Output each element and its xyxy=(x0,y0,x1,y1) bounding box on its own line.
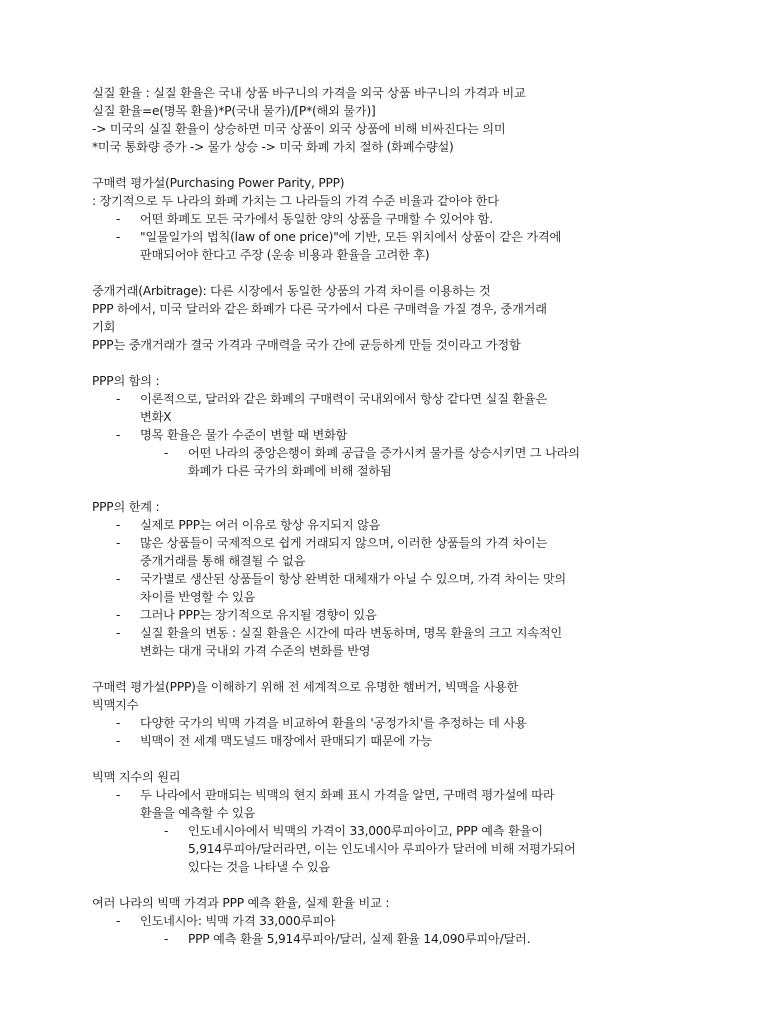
bullet-dash: - xyxy=(164,446,169,460)
list-item xyxy=(92,516,692,534)
list-item-text: 어떤 화폐도 모든 국가에서 동일한 양의 상품을 구매할 수 있어야 함. xyxy=(140,212,493,226)
bullet-dash: - xyxy=(116,392,121,406)
list-item-text: 차이를 반영할 수 있음 xyxy=(140,590,256,604)
sub-list-item xyxy=(92,930,692,948)
list-item xyxy=(92,390,692,426)
list-item-text: 변화는 대개 국내외 가격 수준의 변화를 반영 xyxy=(140,644,371,658)
bullet-dash: - xyxy=(116,428,121,442)
sub-list-item xyxy=(92,444,692,480)
list-item-text: 화폐가 다른 국가의 화폐에 비해 절하됨 xyxy=(188,464,392,478)
ppp-implications-heading: PPP의 함의 : xyxy=(92,374,160,388)
bullet-dash: - xyxy=(116,788,121,802)
list-item-text: 다양한 국가의 빅맥 가격을 비교하여 환율의 '공정가치'를 추정하는 데 사용 xyxy=(140,716,527,730)
quantity-theory-note: *미국 통화량 증가 -> 물가 상승 -> 미국 화폐 가치 절하 (화폐수량설) xyxy=(92,140,454,154)
bullet-dash: - xyxy=(116,572,121,586)
list-item-text: 두 나라에서 판매되는 빅맥의 현지 화폐 표시 가격을 알면, 구매력 평가설에 따라 xyxy=(140,788,555,802)
big-mac-principle-heading: 빅맥 지수의 원리 xyxy=(92,770,181,784)
bullet-dash: - xyxy=(116,626,121,640)
arbitrage-definition: 중개거래(Arbitrage): 다른 시장에서 동일한 상품의 가격 차이를 이용하는 것 xyxy=(92,284,491,298)
list-item-text: 중개거래를 통해 해결될 수 없음 xyxy=(140,554,306,568)
list-item xyxy=(92,210,692,228)
bullet-dash: - xyxy=(164,824,169,838)
bullet-dash: - xyxy=(116,230,121,244)
list-item-text: 인도네시아에서 빅맥의 가격이 33,000루피아이고, PPP 예측 환율이 xyxy=(188,824,543,838)
list-item xyxy=(92,606,692,624)
big-mac-index-title: 빅맥지수 xyxy=(92,698,139,712)
bullet-dash: - xyxy=(116,212,121,226)
list-item-text: 어떤 나라의 중앙은행이 화폐 공급을 증가시켜 물가를 상승시키면 그 나라의 xyxy=(188,446,580,460)
ppp-heading: 구매력 평가설(Purchasing Power Parity, PPP) xyxy=(92,176,345,190)
document-page xyxy=(92,84,692,948)
list-item xyxy=(92,714,692,732)
list-item-text: 변화X xyxy=(140,410,172,424)
bullet-dash: - xyxy=(116,608,121,622)
big-mac-intro: 구매력 평가설(PPP)을 이해하기 위해 전 세계적으로 유명한 햄버거, 빅맥을 사용한 xyxy=(92,680,519,694)
list-item-text: 국가별로 생산된 상품들이 항상 완벽한 대체재가 아닐 수 있으며, 가격 차이는 맛의 xyxy=(140,572,567,586)
list-item xyxy=(92,732,692,750)
list-item-text: 이론적으로, 달러와 같은 화폐의 구매력이 국내외에서 항상 같다면 실질 환율은 xyxy=(140,392,548,406)
bullet-dash: - xyxy=(116,518,121,532)
list-item-text: 있다는 것을 나타낼 수 있음 xyxy=(188,860,331,874)
list-item-text: 명목 환율은 물가 수준이 변할 때 변화함 xyxy=(140,428,348,442)
list-item-text: "일물일가의 법칙(law of one price)"에 기반, 모든 위치에서 상품이 같은 가격에 xyxy=(140,230,562,244)
bullet-dash: - xyxy=(116,734,121,748)
ppp-limits-heading: PPP의 한계 : xyxy=(92,500,160,514)
list-item-text: 환율을 예측할 수 있음 xyxy=(140,806,256,820)
arbitrage-condition: PPP 하에서, 미국 달러와 같은 화폐가 다른 국가에서 다른 구매력을 가질 경우, 중개거래 xyxy=(92,302,547,316)
bullet-dash: - xyxy=(116,536,121,550)
list-item-text: 판매되어야 한다고 주장 (운송 비용과 환율을 고려한 후) xyxy=(140,248,430,262)
comparison-heading: 여러 나라의 빅맥 가격과 PPP 예측 환율, 실제 환율 비교 : xyxy=(92,896,390,910)
list-item xyxy=(92,228,692,264)
bullet-dash: - xyxy=(116,914,121,928)
list-item xyxy=(92,624,692,660)
sub-list-item xyxy=(92,822,692,876)
list-item-text: 실제로 PPP는 여러 이유로 항상 유지되지 않음 xyxy=(140,518,381,532)
bullet-dash: - xyxy=(164,932,169,946)
real-rate-definition: 실질 환율 : 실질 환율은 국내 상품 바구니의 가격을 외국 상품 바구니의 가격과 비교 xyxy=(92,86,526,100)
list-item-text: 많은 상품들이 국제적으로 쉽게 거래되지 않으며, 이러한 상품들의 가격 차이는 xyxy=(140,536,548,550)
list-item xyxy=(92,570,692,606)
real-rate-formula: 실질 환율=e(명목 환율)*P(국내 물가)/[P*(해외 물가)] xyxy=(92,104,376,118)
list-item-text: PPP 예측 환율 5,914루피아/달러, 실제 환율 14,090루피아/달러. xyxy=(188,932,531,946)
arbitrage-condition-cont: 기회 xyxy=(92,320,116,334)
bullet-dash: - xyxy=(116,716,121,730)
list-item-text: 그러나 PPP는 장기적으로 유지될 경향이 있음 xyxy=(140,608,377,622)
arbitrage-assumption: PPP는 중개거래가 결국 가격과 구매력을 국가 간에 균등하게 만들 것이라고 가정함 xyxy=(92,338,521,352)
real-rate-implication: -> 미국의 실질 환율이 상승하면 미국 상품이 외국 상품에 비해 비싸진다는 의미 xyxy=(92,122,506,136)
list-item xyxy=(92,534,692,570)
ppp-definition: : 장기적으로 두 나라의 화폐 가치는 그 나라들의 가격 수준 비율과 같아야 한다 xyxy=(92,194,499,208)
list-item-text: 5,914루피아/달러라면, 이는 인도네시아 루피아가 달러에 비해 저평가되어 xyxy=(188,842,576,856)
list-item-text: 인도네시아: 빅맥 가격 33,000루피아 xyxy=(140,914,336,928)
list-item xyxy=(92,426,692,444)
list-item xyxy=(92,912,692,930)
list-item xyxy=(92,786,692,822)
list-item-text: 빅맥이 전 세계 맥도널드 매장에서 판매되기 때문에 가능 xyxy=(140,734,432,748)
list-item-text: 실질 환율의 변동 : 실질 환율은 시간에 따라 변동하며, 명목 환율의 크고 지속적인 xyxy=(140,626,563,640)
